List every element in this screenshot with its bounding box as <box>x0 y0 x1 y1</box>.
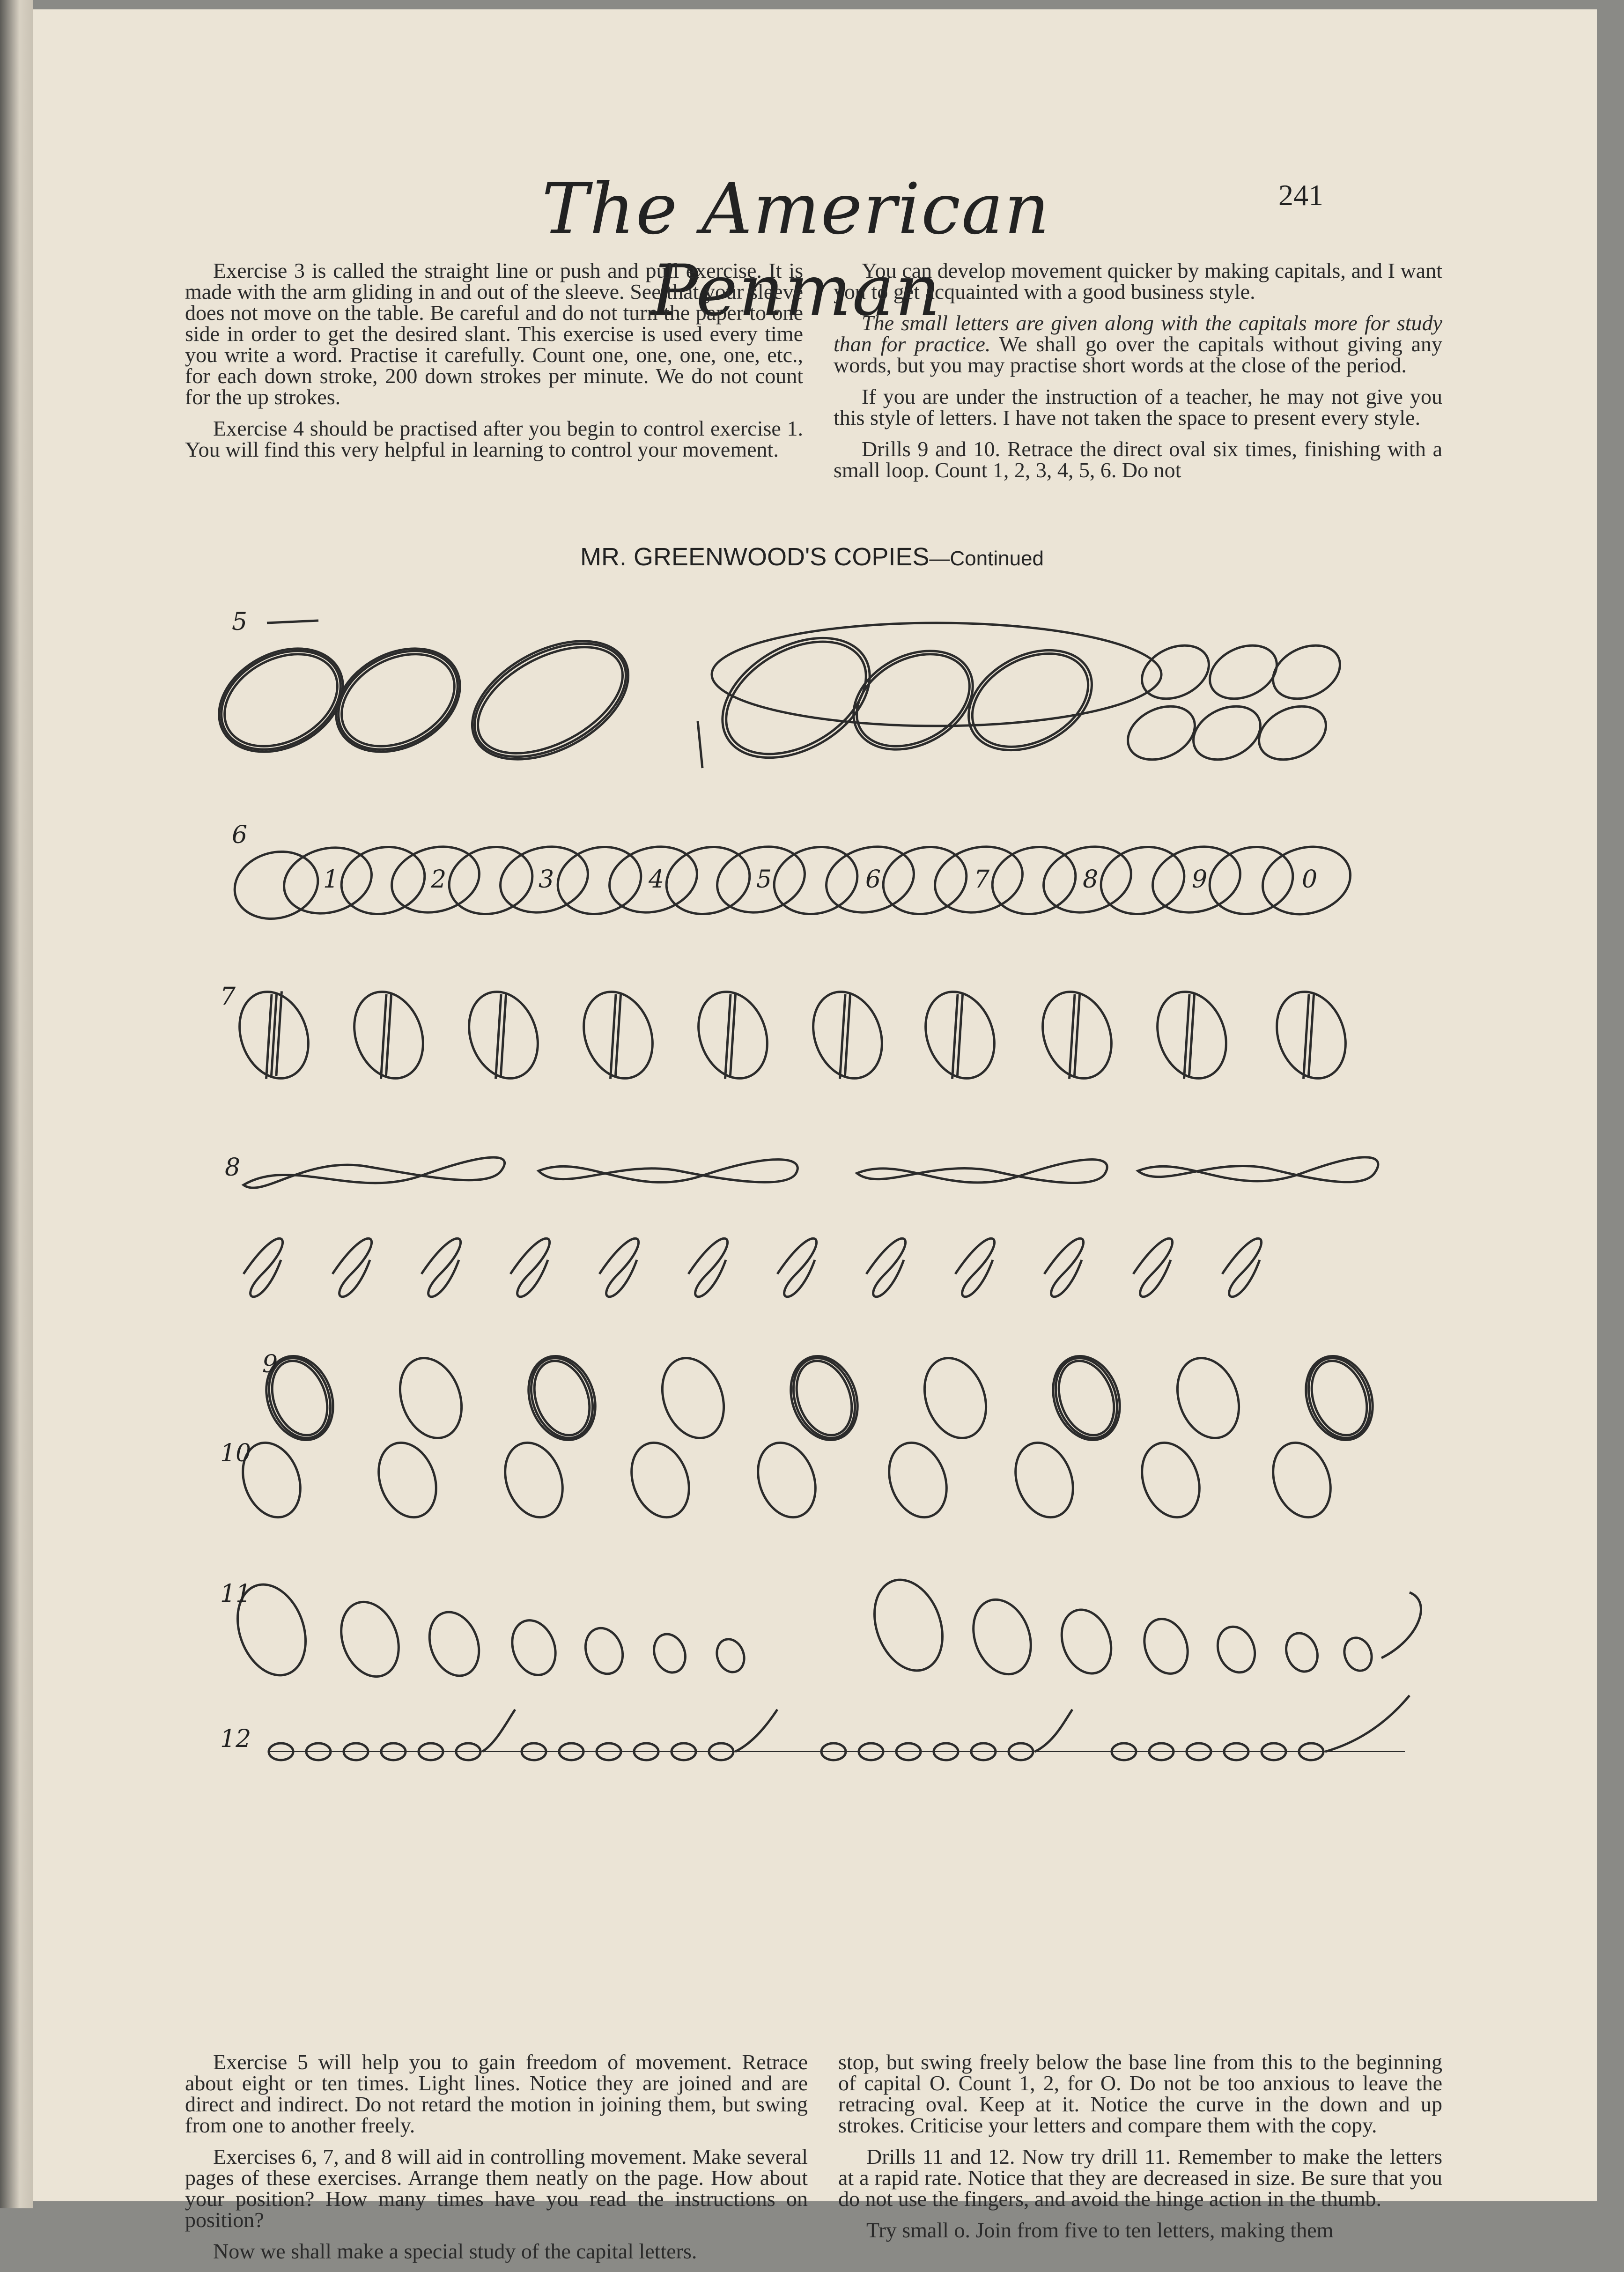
paragraph: Try small o. Join from five to ten letters, making them <box>866 2218 1334 2242</box>
italic-note: The small letters are given along with the capitals more for study than for practice. <box>834 311 1442 356</box>
paragraph-continuation: We shall go over the capitals without giving any words, but you may practise short words at the close of the period. <box>834 332 1442 377</box>
chain-number: 2 <box>431 866 447 894</box>
bottom-right-column <box>838 2051 1442 2251</box>
page-number: 241 <box>1278 178 1323 212</box>
drill-6-chain <box>227 837 1358 928</box>
drill-label-11: 11 <box>220 1580 251 1608</box>
masthead-title: The American Penman <box>541 169 1051 332</box>
drill-label-10: 10 <box>220 1439 251 1467</box>
bottom-left-column <box>185 2051 808 2272</box>
paragraph: stop, but swing freely below the base line from this to the beginning of capital O. Count 1, 2, for O. Do not be too anxious to leave the retracing oval. Keep at it. Notice the curve in the down and up strokes. Criticise your letters and compare them with the copy. <box>838 2050 1442 2137</box>
drill-11-decreasing-o <box>226 1570 1421 1685</box>
chain-number: 9 <box>1192 866 1208 894</box>
chain-number: 7 <box>974 866 990 894</box>
drill-label-8: 8 <box>225 1154 241 1182</box>
chain-number: 3 <box>539 866 554 894</box>
chain-number: 5 <box>756 866 772 894</box>
section-heading-text: MR. GREENWOOD'S COPIES <box>580 543 930 571</box>
paragraph: Drills 11 and 12. Now try drill 11. Remember to make the letters at a rapid rate. Notice that they are decreased in size. Be sure that you do not use the fingers, and avoid the hinge action in the thumb. <box>838 2145 1442 2211</box>
paragraph: You can develop movement quicker by making capitals, and I want you to get acquainted with a good business style. <box>834 259 1442 303</box>
drill-12-small-o <box>269 1695 1410 1760</box>
chain-number: 0 <box>1302 866 1318 894</box>
drill-10-capital-o <box>233 1435 1340 1525</box>
paragraph: Exercise 4 should be practised after you begin to control exercise 1. You will find this very helpful in learning to control your movement. <box>185 416 803 461</box>
drill-label-5: 5 <box>232 608 248 636</box>
section-heading-continued: —Continued <box>929 547 1044 570</box>
chain-number: 1 <box>323 866 339 894</box>
chain-number: 8 <box>1083 866 1099 894</box>
paragraph: Exercise 5 will help you to gain freedom of movement. Retrace about eight or ten times. Light lines. Notice they are joined and are direct and indirect. Do not retard the motion in joining them, but swing from one to another freely. <box>185 2050 808 2137</box>
paragraph: Drills 9 and 10. Retrace the direct oval six times, finishing with a small loop. Count 1, 2, 3, 4, 5, 6. Do not <box>834 437 1442 482</box>
paragraph: Exercise 3 is called the straight line or push and pull exercise. It is made with the arm gliding in and out of the sleeve. See that your sleeve does not move on the table. Be careful and do not turn the paper to one side in order to get the desired slant. This exercise is used every time you write a word. Practise it carefully. Count one, one, one, one, etc., for each down stroke, 200 down strokes per minute. We do not count for the up strokes. <box>185 259 803 409</box>
chain-number: 6 <box>865 866 881 894</box>
paragraph: Exercises 6, 7, and 8 will aid in controlling movement. Make several pages of these exercises. Arrange them neatly on the page. How about your position? How many times have you read the instructions on position? <box>185 2145 808 2232</box>
loop-strokes-row <box>244 1238 1262 1297</box>
drill-label-9: 9 <box>262 1350 278 1378</box>
drill-9-capital-o <box>255 1347 1384 1449</box>
chain-number: 4 <box>649 866 664 894</box>
drill-5-ovals <box>201 614 1349 784</box>
paragraph: If you are under the instruction of a teacher, he may not give you this style of letters. I have not taken the space to present every style. <box>834 385 1442 429</box>
drill-label-6: 6 <box>232 821 248 849</box>
drill-7-push-pull <box>228 982 1358 1088</box>
drill-label-12: 12 <box>220 1725 251 1753</box>
drill-8-loops <box>244 1157 1378 1188</box>
paragraph: Now we shall make a special study of the capital letters. <box>213 2239 697 2263</box>
drill-label-7: 7 <box>220 983 236 1011</box>
